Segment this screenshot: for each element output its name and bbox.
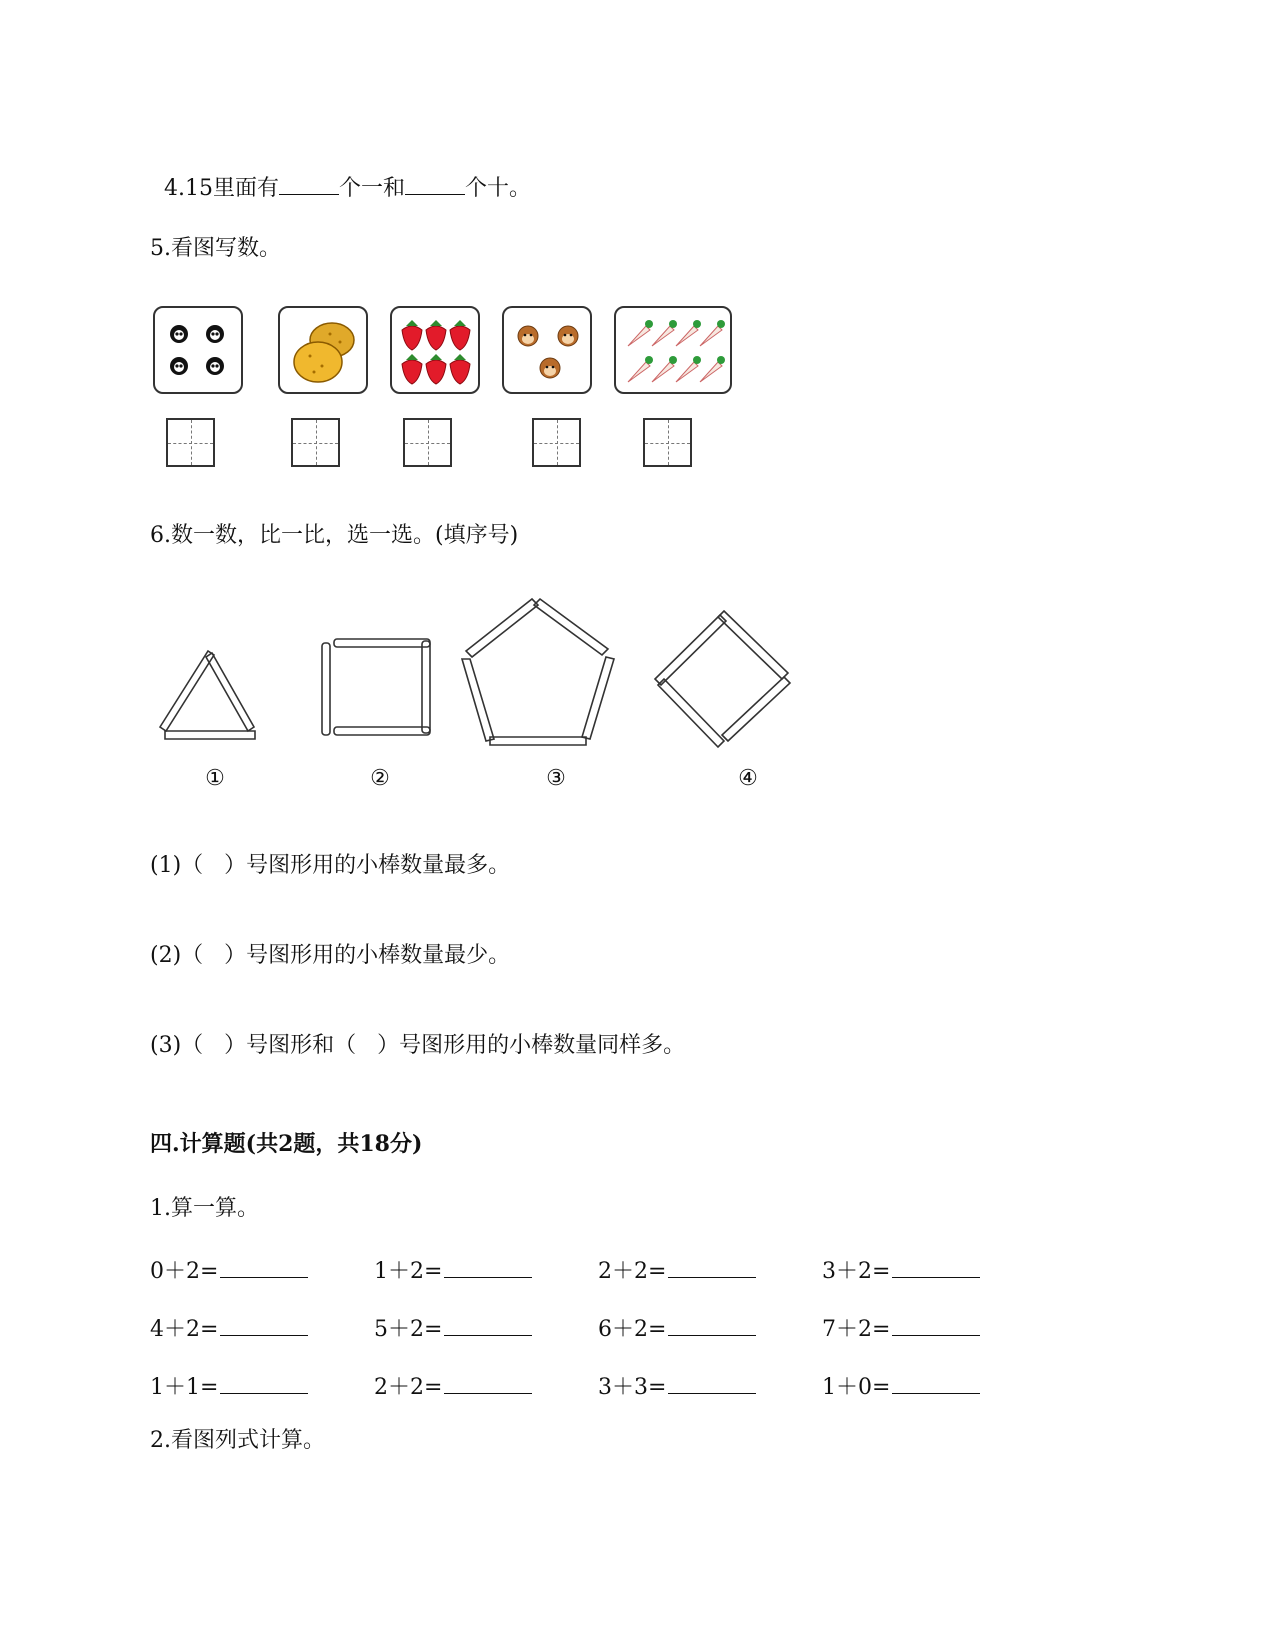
q4-mid: 个一和 [339, 176, 406, 202]
shape-label-2: ② [370, 766, 390, 791]
answer-box-1[interactable] [166, 418, 215, 467]
answer-box-5[interactable] [643, 418, 692, 467]
shape-label-4: ④ [738, 766, 758, 791]
calc-q2-title: 2.看图列式计算。 [150, 1428, 325, 1453]
calc-expr: 2＋2= [374, 1375, 443, 1400]
potato-icon [280, 308, 366, 392]
q4-prefix: 4.15里面有 [164, 176, 279, 202]
calc-item [374, 1312, 532, 1343]
calc-expr: 1＋2= [374, 1259, 443, 1284]
monkey-icon [504, 308, 590, 392]
stick-diamond-icon [655, 611, 790, 747]
picture-card-pandas [153, 306, 243, 394]
calc-item [598, 1254, 756, 1285]
picture-card-carrots [614, 306, 732, 394]
calc-expr: 1＋1= [150, 1375, 219, 1400]
panda-icon [155, 308, 241, 392]
calc-item [822, 1254, 980, 1285]
calc-item [150, 1312, 308, 1343]
picture-card-strawberries [390, 306, 480, 394]
calc-expr: 1＋0= [822, 1375, 891, 1400]
calc-answer-blank[interactable] [892, 1334, 980, 1336]
calc-answer-blank[interactable] [444, 1392, 532, 1394]
stick-pentagon-icon [462, 599, 614, 745]
shape-label-3: ③ [546, 766, 566, 791]
strawberry-icon [392, 308, 478, 392]
question-4 [150, 150, 531, 203]
q6-sub-3: (3)（ ）号图形和（ ）号图形用的小棒数量同样多。 [150, 1033, 686, 1058]
picture-card-monkeys [502, 306, 592, 394]
calc-expr: 7＋2= [822, 1317, 891, 1342]
q4-blank-ones[interactable] [279, 193, 339, 195]
calc-item [822, 1312, 980, 1343]
q6-sub-2: (2)（ ）号图形用的小棒数量最少。 [150, 943, 511, 968]
calc-answer-blank[interactable] [444, 1276, 532, 1278]
calc-q1-title: 1.算一算。 [150, 1196, 259, 1221]
q4-blank-tens[interactable] [405, 193, 465, 195]
calc-item [150, 1370, 308, 1401]
calc-answer-blank[interactable] [444, 1334, 532, 1336]
calc-expr: 5＋2= [374, 1317, 443, 1342]
q4-suffix: 个十。 [465, 176, 532, 202]
calc-expr: 6＋2= [598, 1317, 667, 1342]
calc-answer-blank[interactable] [220, 1334, 308, 1336]
calc-answer-blank[interactable] [668, 1276, 756, 1278]
calc-item [598, 1312, 756, 1343]
calc-item [374, 1254, 532, 1285]
calc-expr: 2＋2= [598, 1259, 667, 1284]
calc-item [822, 1370, 980, 1401]
calc-item [150, 1254, 308, 1285]
answer-box-4[interactable] [532, 418, 581, 467]
stick-triangle-icon [160, 651, 255, 739]
calc-answer-blank[interactable] [892, 1392, 980, 1394]
calc-expr: 3＋3= [598, 1375, 667, 1400]
stick-shapes [150, 585, 830, 755]
carrot-icon [616, 308, 730, 392]
shape-label-1: ① [205, 766, 225, 791]
answer-box-3[interactable] [403, 418, 452, 467]
calc-answer-blank[interactable] [892, 1276, 980, 1278]
calc-expr: 3＋2= [822, 1259, 891, 1284]
calc-answer-blank[interactable] [220, 1392, 308, 1394]
stick-square-icon [322, 639, 430, 735]
section-4-heading: 四.计算题(共2题，共18分) [150, 1131, 423, 1157]
calc-item [374, 1370, 532, 1401]
calc-answer-blank[interactable] [668, 1392, 756, 1394]
calc-answer-blank[interactable] [220, 1276, 308, 1278]
calc-expr: 0＋2= [150, 1259, 219, 1284]
question-5-title: 5.看图写数。 [150, 236, 281, 261]
question-6-title: 6.数一数，比一比，选一选。(填序号) [150, 523, 519, 548]
calc-answer-blank[interactable] [668, 1334, 756, 1336]
picture-card-potatoes [278, 306, 368, 394]
answer-box-2[interactable] [291, 418, 340, 467]
calc-expr: 4＋2= [150, 1317, 219, 1342]
q6-sub-1: (1)（ ）号图形用的小棒数量最多。 [150, 853, 511, 878]
calc-item [598, 1370, 756, 1401]
